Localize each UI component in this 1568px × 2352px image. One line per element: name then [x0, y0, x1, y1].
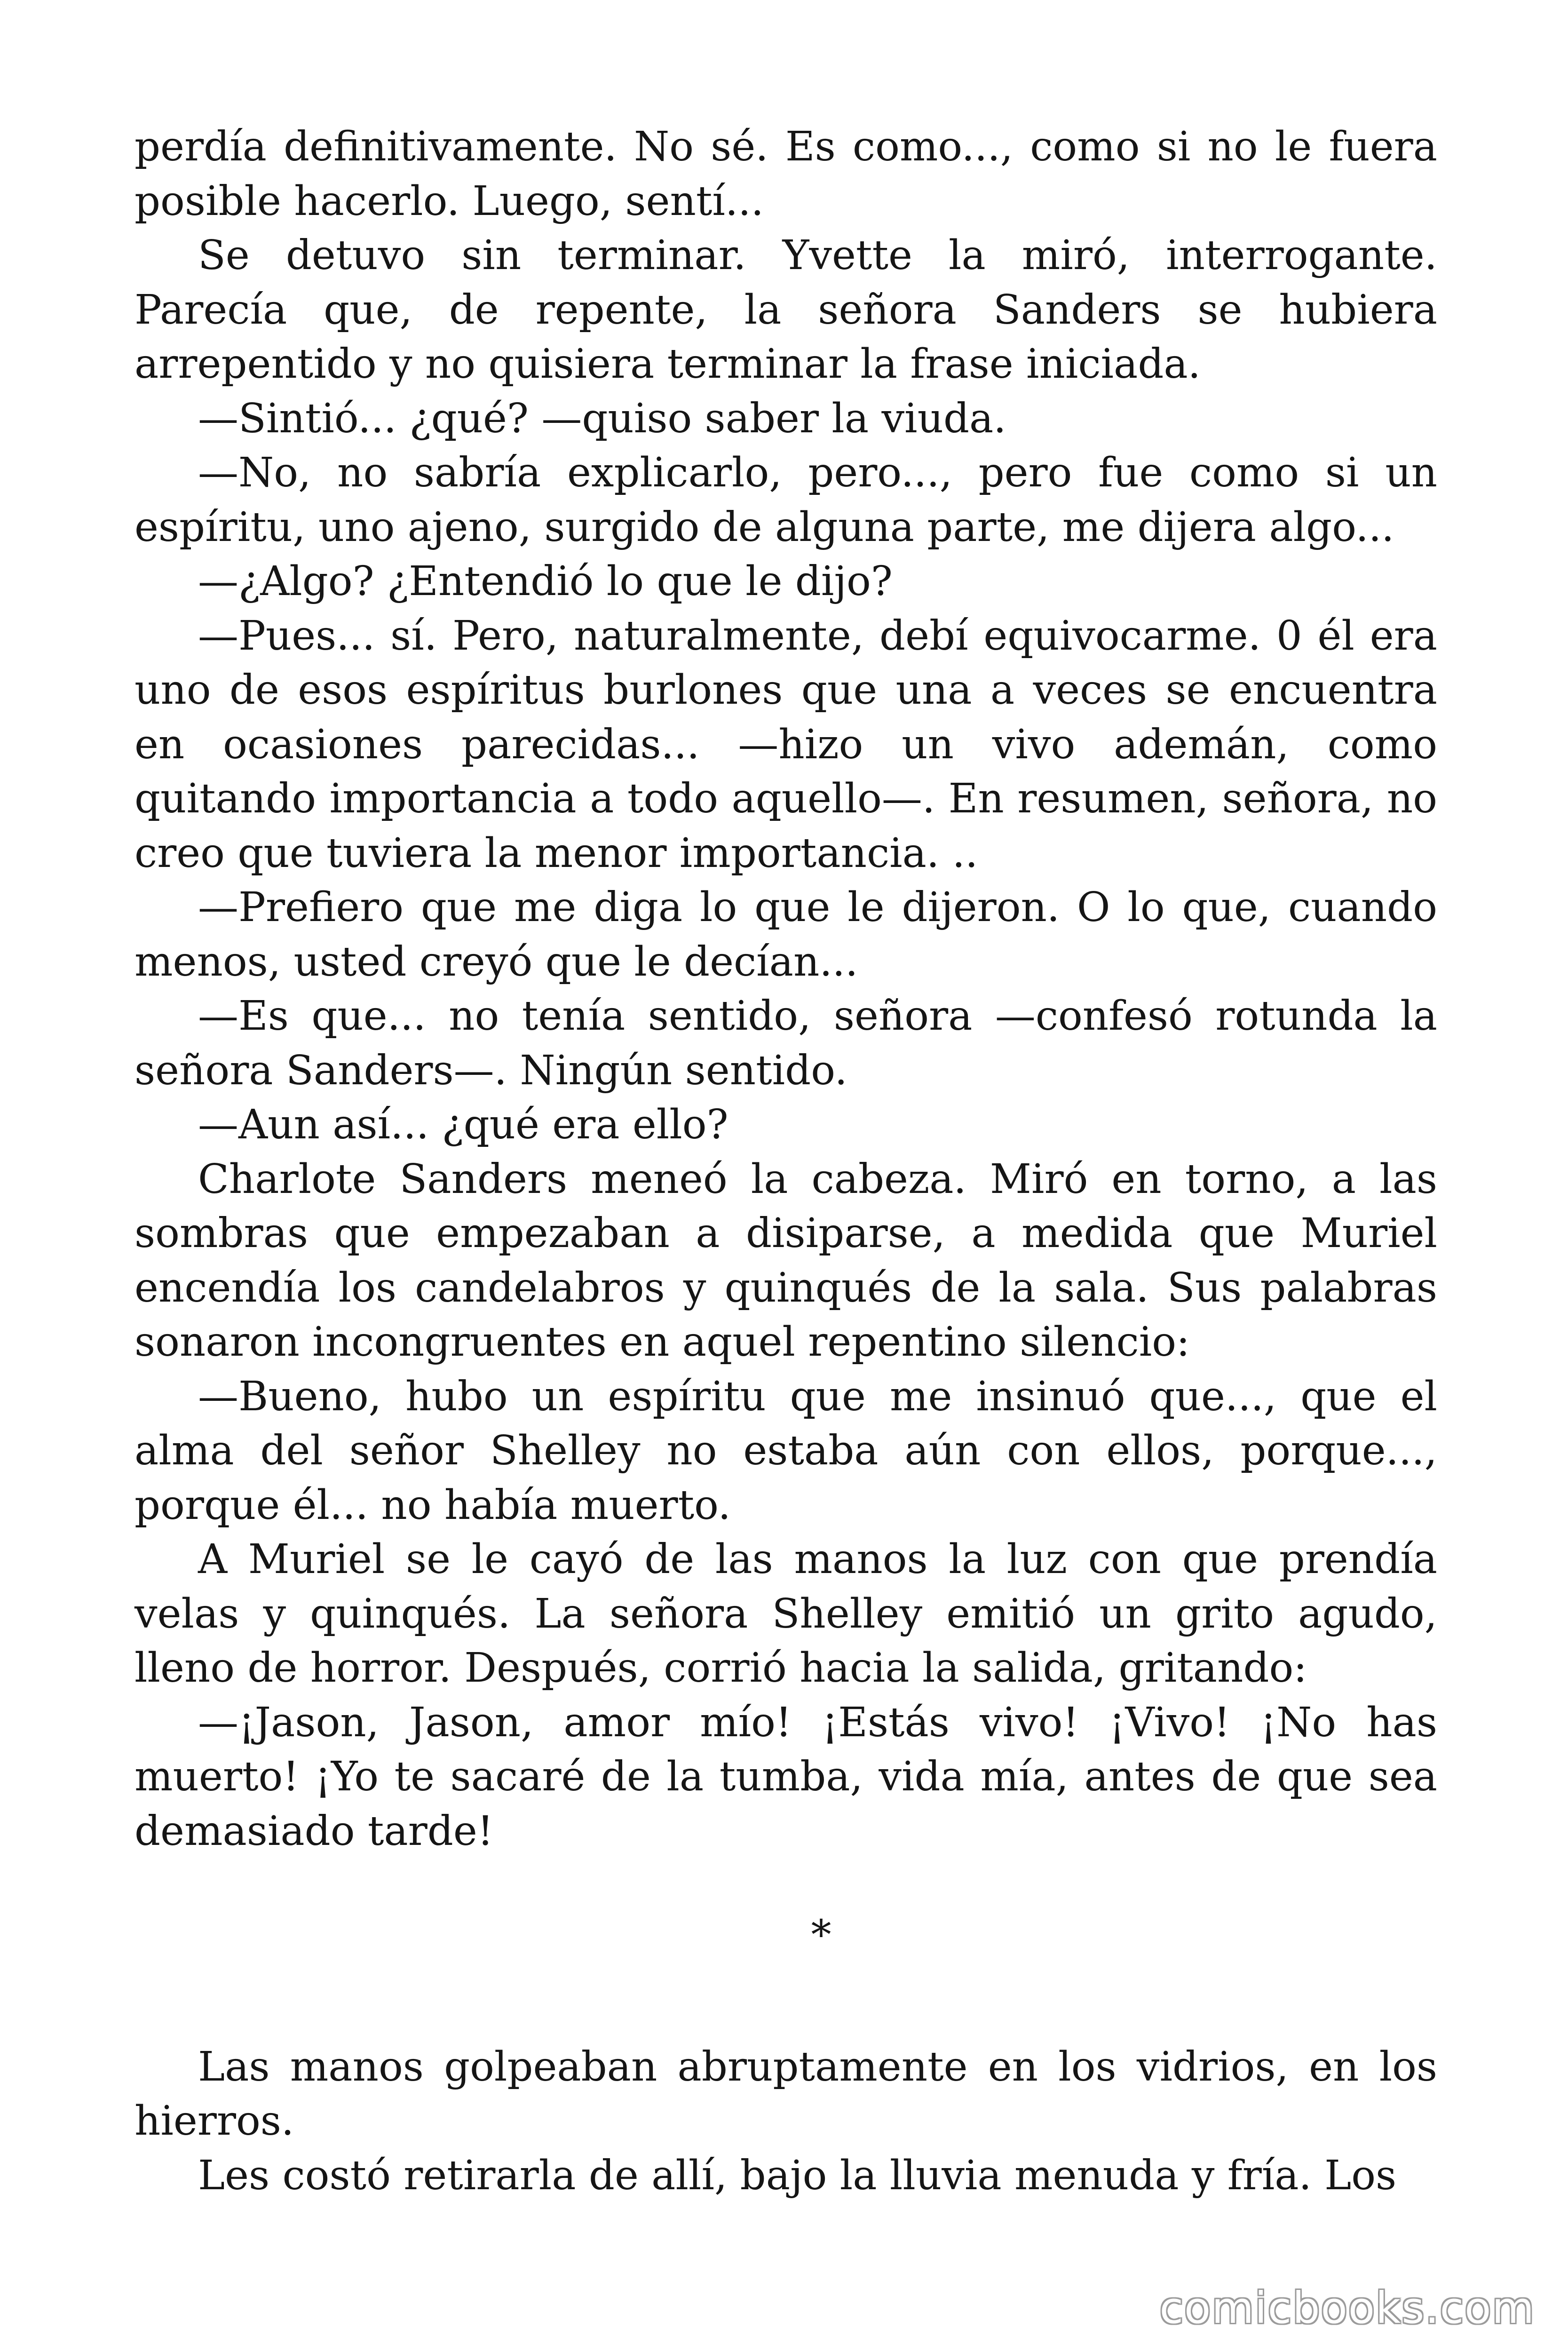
paragraph: —Aun así... ¿qué era ello?: [198, 1101, 729, 1148]
book-page: [135, 120, 1437, 2203]
paragraph: —Sintió... ¿qué? —quiso saber la viuda.: [198, 395, 1006, 442]
spacer: [135, 1963, 1437, 2040]
paragraph: —Prefiero que me diga lo que le dijeron. O lo que, cuando menos, usted creyó que le decían...: [135, 884, 1437, 985]
paragraph: Charlote Sanders meneó la cabeza. Miró en torno, a las sombras que empezaban a disiparse, a medida que Muriel encendía los candelabros y quinqués de la sala. Sus palabras sonaron incongruentes en aquel repentino silencio:: [135, 1155, 1437, 1366]
section-break-asterisk: *: [811, 1912, 832, 1959]
paragraph: A Muriel se le cayó de las manos la luz con que prendía velas y quinqués. La señora Shelley emitió un grito agudo, lleno de horror. Después, corrió hacia la salida, gritando:: [135, 1536, 1437, 1692]
paragraph: —¿Algo? ¿Entendió lo que le dijo?: [198, 558, 893, 605]
paragraph: perdía definitivamente. No sé. Es como..., como si no le fuera posible hacerlo. Luego, sentí...: [135, 123, 1437, 225]
watermark-logo: comicbooks.com: [1159, 2283, 1535, 2333]
paragraph: —¡Jason, Jason, amor mío! ¡Estás vivo! ¡Vivo! ¡No has muerto! ¡Yo te sacaré de la tumba, vida mía, antes de que sea demasiado tarde!: [135, 1699, 1437, 1855]
paragraph: —Bueno, hubo un espíritu que me insinuó que..., que el alma del señor Shelley no estaba aún con ellos, porque..., porque él... no había muerto.: [135, 1373, 1437, 1529]
paragraph: —Pues... sí. Pero, naturalmente, debí equivocarme. 0 él era uno de esos espíritus burlones que una a veces se encuentra en ocasiones parecidas... —hizo un vivo ademán, como quitando importancia a todo aquello—. En resumen, señora, no creo que tuviera la menor importancia. ..: [135, 612, 1437, 877]
paragraph: —No, no sabría explicarlo, pero..., pero fue como si un espíritu, uno ajeno, surgido de alguna parte, me dijera algo...: [135, 449, 1437, 551]
paragraph: Les costó retirarla de allí, bajo la lluvia menuda y fría. Los: [198, 2152, 1397, 2199]
paragraph: Las manos golpeaban abruptamente en los vidrios, en los hierros.: [135, 2043, 1437, 2145]
text-block-before-break: [135, 120, 1437, 1859]
text-block-after-break: [135, 2040, 1437, 2203]
spacer: [135, 1859, 1437, 1908]
paragraph: Se detuvo sin terminar. Yvette la miró, interrogante. Parecía que, de repente, la señora Sanders se hubiera arrepentido y no quisiera terminar la frase iniciada.: [135, 232, 1437, 388]
paragraph: —Es que... no tenía sentido, señora —confesó rotunda la señora Sanders—. Ningún sentido.: [135, 993, 1437, 1094]
